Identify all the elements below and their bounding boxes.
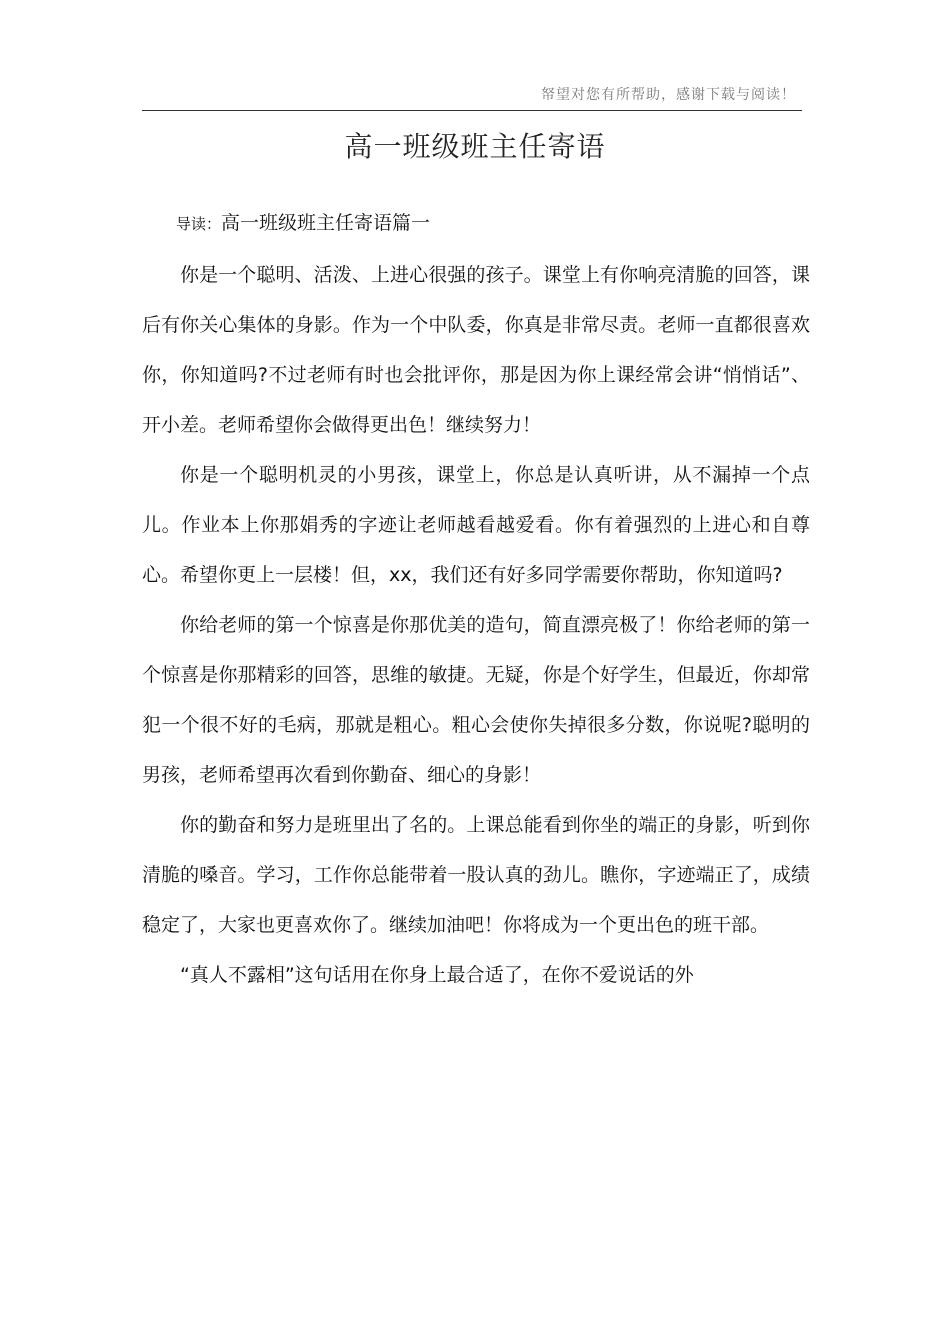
paragraph: 你是一个聪明机灵的小男孩，课堂上，你总是认真听讲，从不漏掉一个点儿。作业本上你那娟秀的字迹让老师越看越爱看。你有着强烈的上进心和自尊心。希望你更上一层楼！但，xx，我们还有好多同学需要你帮助，你知道吗?: [142, 464, 810, 586]
lead-label: 导读：: [176, 215, 222, 233]
header-tagline: 帑望对您有所帮助，感谢下载与阅读！: [541, 87, 796, 103]
paragraph: “真人不露相”这句话用在你身上最合适了，在你不爱说话的外: [180, 964, 694, 986]
document-title: 高一班级班主任寄语: [344, 130, 606, 163]
paragraph: 你的勤奋和努力是班里出了名的。上课总能看到你坐的端正的身影，听到你清脆的嗓音。学习，工作你总能带着一股认真的劲儿。瞧你，字迹端正了，成绩稳定了，大家也更喜欢你了。继续加油吧！你将成为一个更出色的班干部。: [142, 814, 810, 936]
page-header: [142, 78, 802, 111]
paragraph: 你是一个聪明、活泼、上进心很强的孩子。课堂上有你响亮清脆的回答，课后有你关心集体的身影。作为一个中队委，你真是非常尽责。老师一直都很喜欢你，你知道吗?不过老师有时也会批评你，那是因为你上课经常会讲“悄悄话”、开小差。老师希望你会做得更出色！继续努力！: [142, 264, 810, 436]
lead-line: [176, 208, 430, 235]
paragraph: 你给老师的第一个惊喜是你那优美的造句，简直漂亮极了！你给老师的第一个惊喜是你那精彩的回答，思维的敏捷。无疑，你是个好学生，但最近，你却常犯一个很不好的毛病，那就是粗心。粗心会使你失掉很多分数，你说呢?聪明的男孩，老师希望再次看到你勤奋、细心的身影！: [142, 614, 810, 786]
document-body: [142, 250, 810, 1000]
lead-text: 高一班级班主任寄语篇一: [221, 212, 431, 234]
